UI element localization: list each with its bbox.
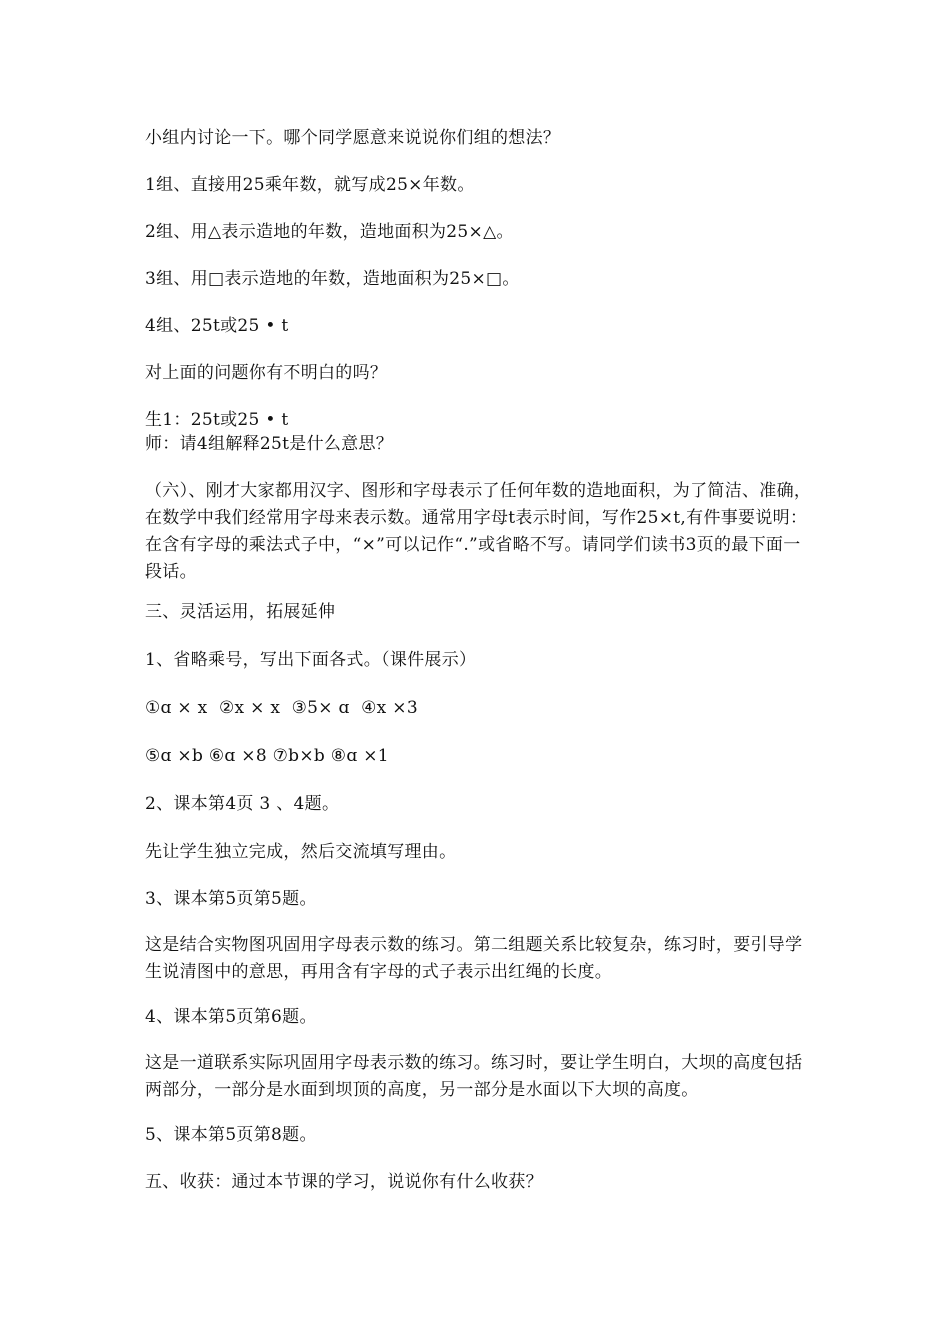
group-3-answer: 3组、用□表示造地的年数，造地面积为25×□。 [145,269,520,289]
exercise-3-note: 这是结合实物图巩固用字母表示数的练习。第二组题关系比较复杂，练习时，要引导学生说清图中的意思，再用含有字母的式子表示出红绳的长度。 [145,935,803,982]
exercise-row-2: ⑤ɑ ×b ⑥ɑ ×8 ⑦b×b ⑧ɑ ×1 [145,746,389,766]
exercise-4-note: 这是一道联系实际巩固用字母表示数的练习。练习时，要让学生明白，大坝的高度包括两部分，一部分是水面到坝顶的高度，另一部分是水面以下大坝的高度。 [145,1053,803,1100]
exercise-2-heading: 2、课本第4页 3 、4题。 [145,794,340,814]
group-2-answer: 2组、用△表示造地的年数，造地面积为25×△。 [145,222,514,242]
exercise-2-note: 先让学生独立完成，然后交流填写理由。 [145,842,457,862]
exercise-4-heading: 4、课本第5页第6题。 [145,1007,317,1027]
teacher-question: 师：请4组解释25t是什么意思？ [145,434,394,454]
group-4-answer: 4组、25t或25 • t [145,316,289,336]
section-three-heading: 三、灵活运用，拓展延伸 [145,602,336,622]
student-1-answer: 生1：25t或25 • t [145,410,289,430]
exercise-row-1: ①ɑ × x ②x × x ③5× ɑ ④x ×3 [145,698,418,718]
exercise-1-heading: 1、省略乘号，写出下面各式。（课件展示） [145,650,477,670]
exercise-3-heading: 3、课本第5页第5题。 [145,889,317,909]
exercise-5-heading: 5、课本第5页第8题。 [145,1125,317,1145]
paragraph-six: （六）、刚才大家都用汉字、图形和字母表示了任何年数的造地面积，为了简洁、准确，在数学中我们经常用字母来表示数。通常用字母t表示时间，写作25×t,有件事要说明：在含有字母的乘法式子中，“×”可以记作“.”或省略不写。请同学们读书3页的最下面一段话。 [145,481,812,582]
discussion-prompt: 小组内讨论一下。哪个同学愿意来说说你们组的想法？ [145,128,561,148]
section-five-heading: 五、收获：通过本节课的学习，说说你有什么收获？ [145,1172,543,1192]
group-1-answer: 1组、直接用25乘年数，就写成25×年数。 [145,175,475,195]
question-line: 对上面的问题你有不明白的吗？ [145,363,388,383]
